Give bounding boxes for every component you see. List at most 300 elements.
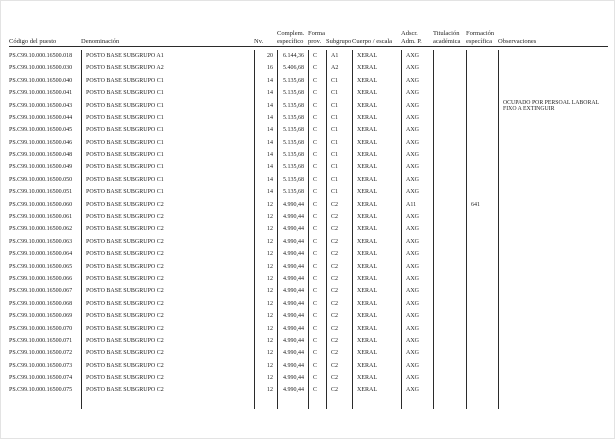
cell-adscr: AXG	[401, 323, 433, 335]
cell-nv	[254, 397, 277, 409]
cell-titulacion	[433, 397, 466, 409]
cell-denominacion: POSTO BASE SUBGRUPO C2	[81, 285, 254, 297]
cell-cuerpo: XERAL	[352, 100, 401, 112]
cell-subgrupo: C1	[326, 87, 352, 99]
cell-codigo: PS.C99.10.000.16500.043	[9, 102, 73, 109]
table-row	[9, 124, 608, 136]
cell-formacion	[466, 112, 498, 124]
table-row	[9, 62, 608, 74]
cell-codigo: PS.C99.10.000.16500.044	[9, 114, 73, 121]
table-row	[9, 186, 608, 198]
cell-subgrupo: C2	[326, 248, 352, 260]
cell-especifico: 5.135,68	[277, 75, 308, 87]
cell-titulacion	[433, 149, 466, 161]
cell-especifico: 4.990,44	[277, 347, 308, 359]
cell-titulacion	[433, 298, 466, 310]
cell-adscr: AXG	[401, 236, 433, 248]
column-header-prov-top: Forma	[308, 30, 325, 37]
cell-denominacion: POSTO BASE SUBGRUPO C2	[81, 261, 254, 273]
cell-observaciones	[498, 261, 608, 273]
column-header-cuerpo-bottom: Cuerpo / escala	[352, 37, 393, 45]
cell-denominacion: POSTO BASE SUBGRUPO C1	[81, 186, 254, 198]
cell-prov: C	[308, 149, 326, 161]
cell-adscr: AXG	[401, 273, 433, 285]
table-row	[9, 100, 608, 112]
column-header-nv	[254, 38, 277, 46]
cell-codigo: PS.C99.10.000.16500.063	[9, 238, 73, 245]
cell-denominacion: POSTO BASE SUBGRUPO C2	[81, 298, 254, 310]
column-header-adscr-bottom: Adm. P.	[401, 37, 422, 45]
cell-cuerpo: XERAL	[352, 162, 401, 174]
cell-denominacion: POSTO BASE SUBGRUPO A1	[81, 50, 254, 62]
cell-adscr: AXG	[401, 310, 433, 322]
column-header-titulacion-bottom: académica	[433, 37, 461, 45]
cell-nv: 12	[254, 199, 277, 211]
cell-observaciones	[498, 223, 608, 235]
cell-denominacion	[81, 397, 254, 409]
cell-especifico: 4.990,44	[277, 223, 308, 235]
cell-especifico: 4.990,44	[277, 385, 308, 397]
cell-nv: 14	[254, 174, 277, 186]
cell-especifico: 4.990,44	[277, 323, 308, 335]
cell-subgrupo: C1	[326, 186, 352, 198]
cell-observaciones	[498, 124, 608, 136]
cell-prov: C	[308, 174, 326, 186]
table-row	[9, 372, 608, 384]
cell-formacion	[466, 360, 498, 372]
cell-formacion	[466, 385, 498, 397]
cell-cuerpo: XERAL	[352, 137, 401, 149]
cell-cuerpo: XERAL	[352, 174, 401, 186]
cell-cuerpo: XERAL	[352, 75, 401, 87]
cell-codigo: PS.C99.10.000.16500.050	[9, 176, 73, 183]
cell-formacion	[466, 273, 498, 285]
cell-prov: C	[308, 273, 326, 285]
cell-titulacion	[433, 335, 466, 347]
cell-formacion	[466, 335, 498, 347]
cell-cuerpo: XERAL	[352, 186, 401, 198]
cell-especifico: 4.990,44	[277, 199, 308, 211]
cell-formacion	[466, 174, 498, 186]
cell-adscr	[401, 397, 433, 409]
cell-formacion	[466, 50, 498, 62]
cell-adscr: AXG	[401, 385, 433, 397]
column-header-denominacion-bottom: Denominación	[81, 37, 120, 45]
cell-nv: 12	[254, 211, 277, 223]
cell-observaciones	[498, 211, 608, 223]
cell-codigo: PS.C99.10.000.16500.061	[9, 214, 73, 221]
table-row	[9, 137, 608, 149]
cell-subgrupo: A1	[326, 50, 352, 62]
cell-formacion	[466, 347, 498, 359]
table-row	[9, 273, 608, 285]
cell-nv: 12	[254, 298, 277, 310]
cell-subgrupo: C2	[326, 335, 352, 347]
cell-codigo: PS.C99.10.000.16500.067	[9, 288, 73, 295]
cell-formacion: 641	[466, 199, 498, 211]
cell-observaciones	[498, 298, 608, 310]
table-row	[9, 75, 608, 87]
cell-especifico: 4.990,44	[277, 236, 308, 248]
cell-subgrupo: C2	[326, 298, 352, 310]
rpt-table	[9, 28, 608, 409]
cell-codigo: PS.C99.10.000.16500.040	[9, 77, 73, 84]
cell-codigo: PS.C99.10.000.16500.075	[9, 387, 73, 394]
cell-observaciones	[498, 323, 608, 335]
cell-observaciones	[498, 162, 608, 174]
table-row	[9, 310, 608, 322]
cell-nv: 12	[254, 372, 277, 384]
cell-subgrupo: C1	[326, 149, 352, 161]
cell-formacion	[466, 372, 498, 384]
cell-formacion	[466, 211, 498, 223]
cell-adscr: AXG	[401, 285, 433, 297]
column-header-especifico	[277, 30, 308, 45]
cell-formacion	[466, 285, 498, 297]
cell-cuerpo: XERAL	[352, 298, 401, 310]
cell-prov: C	[308, 385, 326, 397]
cell-observaciones	[498, 62, 608, 74]
cell-nv: 12	[254, 335, 277, 347]
cell-adscr: AXG	[401, 223, 433, 235]
cell-titulacion	[433, 273, 466, 285]
cell-titulacion	[433, 385, 466, 397]
table-row	[9, 385, 608, 397]
cell-formacion	[466, 162, 498, 174]
cell-cuerpo: XERAL	[352, 223, 401, 235]
cell-observaciones	[498, 174, 608, 186]
cell-codigo: PS.C99.10.000.16500.064	[9, 251, 73, 258]
cell-adscr: AXG	[401, 50, 433, 62]
cell-adscr: AXG	[401, 112, 433, 124]
cell-observaciones	[498, 360, 608, 372]
cell-prov: C	[308, 112, 326, 124]
cell-adscr: AXG	[401, 360, 433, 372]
cell-codigo: PS.C99.10.000.16500.041	[9, 90, 73, 97]
cell-especifico: 4.990,44	[277, 248, 308, 260]
cell-codigo: PS.C99.10.000.16500.046	[9, 139, 73, 146]
cell-prov: C	[308, 323, 326, 335]
table-row	[9, 298, 608, 310]
table-row	[9, 236, 608, 248]
cell-subgrupo: A2	[326, 62, 352, 74]
cell-cuerpo	[352, 397, 401, 409]
cell-nv: 12	[254, 310, 277, 322]
cell-nv: 12	[254, 273, 277, 285]
cell-denominacion: POSTO BASE SUBGRUPO C2	[81, 323, 254, 335]
table-row	[9, 112, 608, 124]
column-header-codigo-bottom: Código del puesto	[9, 37, 57, 45]
cell-subgrupo: C2	[326, 236, 352, 248]
cell-observaciones	[498, 186, 608, 198]
table-row	[9, 223, 608, 235]
cell-cuerpo: XERAL	[352, 62, 401, 74]
table-row	[9, 360, 608, 372]
cell-especifico: 5.135,68	[277, 162, 308, 174]
column-header-observaciones-bottom: Observaciones	[498, 37, 537, 45]
cell-adscr: AXG	[401, 87, 433, 99]
cell-especifico: 4.990,44	[277, 261, 308, 273]
cell-cuerpo: XERAL	[352, 211, 401, 223]
cell-formacion	[466, 186, 498, 198]
cell-observaciones	[498, 273, 608, 285]
cell-formacion	[466, 100, 498, 112]
column-header-titulacion-top: Titulación	[433, 30, 460, 37]
cell-adscr: AXG	[401, 137, 433, 149]
cell-formacion	[466, 62, 498, 74]
cell-cuerpo: XERAL	[352, 273, 401, 285]
cell-subgrupo: C1	[326, 112, 352, 124]
cell-titulacion	[433, 347, 466, 359]
cell-observaciones	[498, 149, 608, 161]
cell-codigo: PS.C99.10.000.16500.071	[9, 337, 73, 344]
cell-cuerpo: XERAL	[352, 261, 401, 273]
cell-prov: C	[308, 199, 326, 211]
cell-prov: C	[308, 372, 326, 384]
cell-subgrupo: C2	[326, 273, 352, 285]
cell-nv: 12	[254, 360, 277, 372]
cell-subgrupo: C2	[326, 323, 352, 335]
cell-codigo: PS.C99.10.000.16500.018	[9, 52, 73, 59]
column-header-prov	[308, 30, 326, 45]
column-header-adscr	[401, 30, 433, 45]
cell-adscr: AXG	[401, 335, 433, 347]
cell-prov: C	[308, 310, 326, 322]
cell-adscr: AXG	[401, 298, 433, 310]
cell-codigo: PS.C99.10.000.16500.045	[9, 127, 73, 134]
column-header-formacion-top: Formación	[466, 30, 495, 37]
column-header-especifico-top: Complem.	[277, 30, 305, 37]
cell-codigo	[9, 397, 81, 409]
cell-formacion	[466, 323, 498, 335]
cell-codigo: PS.C99.10.000.16500.065	[9, 263, 73, 270]
cell-titulacion	[433, 87, 466, 99]
cell-denominacion: POSTO BASE SUBGRUPO C2	[81, 248, 254, 260]
cell-titulacion	[433, 50, 466, 62]
cell-especifico: 5.135,68	[277, 100, 308, 112]
cell-codigo: PS.C99.10.000.16500.073	[9, 362, 73, 369]
cell-adscr: AXG	[401, 211, 433, 223]
cell-subgrupo: C2	[326, 372, 352, 384]
column-header-cuerpo	[352, 38, 401, 46]
table-row	[9, 149, 608, 161]
cell-subgrupo: C1	[326, 100, 352, 112]
cell-cuerpo: XERAL	[352, 112, 401, 124]
cell-titulacion	[433, 162, 466, 174]
cell-subgrupo: C2	[326, 211, 352, 223]
cell-observaciones	[498, 236, 608, 248]
cell-codigo: PS.C99.10.000.16500.060	[9, 201, 73, 208]
cell-prov: C	[308, 236, 326, 248]
cell-codigo: PS.C99.10.000.16500.069	[9, 313, 73, 320]
cell-formacion	[466, 261, 498, 273]
cell-prov: C	[308, 186, 326, 198]
cell-especifico: 4.990,44	[277, 310, 308, 322]
cell-titulacion	[433, 75, 466, 87]
cell-formacion	[466, 223, 498, 235]
cell-nv: 16	[254, 62, 277, 74]
cell-formacion	[466, 87, 498, 99]
cell-titulacion	[433, 285, 466, 297]
cell-formacion	[466, 75, 498, 87]
cell-subgrupo: C2	[326, 310, 352, 322]
table-header	[9, 28, 608, 47]
cell-prov: C	[308, 347, 326, 359]
cell-subgrupo: C1	[326, 162, 352, 174]
cell-cuerpo: XERAL	[352, 285, 401, 297]
cell-nv: 14	[254, 100, 277, 112]
cell-denominacion: POSTO BASE SUBGRUPO C2	[81, 360, 254, 372]
cell-codigo: PS.C99.10.000.16500.048	[9, 152, 73, 159]
cell-titulacion	[433, 62, 466, 74]
table-row	[9, 261, 608, 273]
cell-adscr: AXG	[401, 62, 433, 74]
cell-subgrupo: C2	[326, 285, 352, 297]
cell-codigo: PS.C99.10.000.16500.070	[9, 325, 73, 332]
cell-denominacion: POSTO BASE SUBGRUPO C2	[81, 310, 254, 322]
cell-nv: 12	[254, 223, 277, 235]
cell-adscr: AXG	[401, 186, 433, 198]
cell-subgrupo: C1	[326, 75, 352, 87]
table-body	[9, 47, 608, 409]
table-row	[9, 335, 608, 347]
cell-prov: C	[308, 360, 326, 372]
cell-prov: C	[308, 335, 326, 347]
table-row	[9, 211, 608, 223]
cell-titulacion	[433, 174, 466, 186]
column-header-prov-bottom: prov.	[308, 37, 322, 45]
column-header-subgrupo	[326, 38, 352, 46]
cell-prov: C	[308, 248, 326, 260]
cell-especifico: 5.135,68	[277, 149, 308, 161]
cell-formacion	[466, 124, 498, 136]
cell-denominacion: POSTO BASE SUBGRUPO C2	[81, 211, 254, 223]
cell-adscr: AXG	[401, 75, 433, 87]
cell-nv: 14	[254, 112, 277, 124]
cell-formacion	[466, 298, 498, 310]
cell-formacion	[466, 397, 498, 409]
table-row	[9, 323, 608, 335]
cell-cuerpo: XERAL	[352, 310, 401, 322]
cell-nv: 20	[254, 50, 277, 62]
cell-formacion	[466, 236, 498, 248]
cell-adscr: AXG	[401, 261, 433, 273]
cell-denominacion: POSTO BASE SUBGRUPO C1	[81, 75, 254, 87]
cell-denominacion: POSTO BASE SUBGRUPO C2	[81, 223, 254, 235]
column-header-subgrupo-bottom: Subgrupo	[326, 37, 352, 45]
cell-especifico: 5.135,68	[277, 124, 308, 136]
cell-subgrupo: C1	[326, 124, 352, 136]
table-row	[9, 347, 608, 359]
cell-especifico: 5.135,68	[277, 137, 308, 149]
cell-codigo: PS.C99.10.000.16500.030	[9, 65, 73, 72]
table-row	[9, 397, 608, 409]
cell-formacion	[466, 137, 498, 149]
column-header-nv-bottom: Nv.	[254, 37, 264, 45]
cell-prov: C	[308, 223, 326, 235]
cell-subgrupo: C1	[326, 174, 352, 186]
column-header-titulacion	[433, 30, 466, 45]
cell-adscr: AXG	[401, 162, 433, 174]
cell-nv: 12	[254, 323, 277, 335]
cell-especifico: 4.990,44	[277, 360, 308, 372]
cell-adscr: AXG	[401, 100, 433, 112]
cell-especifico: 4.990,44	[277, 211, 308, 223]
cell-subgrupo	[326, 397, 352, 409]
cell-cuerpo: XERAL	[352, 372, 401, 384]
cell-prov: C	[308, 87, 326, 99]
cell-denominacion: POSTO BASE SUBGRUPO C2	[81, 273, 254, 285]
column-header-formacion-bottom: específica	[466, 37, 492, 45]
cell-especifico: 5.135,68	[277, 112, 308, 124]
cell-denominacion: POSTO BASE SUBGRUPO C1	[81, 174, 254, 186]
column-header-adscr-top: Adscr.	[401, 30, 418, 37]
cell-formacion	[466, 310, 498, 322]
cell-denominacion: POSTO BASE SUBGRUPO C1	[81, 149, 254, 161]
cell-observaciones	[498, 75, 608, 87]
cell-subgrupo: C2	[326, 360, 352, 372]
cell-titulacion	[433, 211, 466, 223]
column-header-denominacion	[81, 38, 254, 46]
cell-adscr: AXG	[401, 347, 433, 359]
cell-prov: C	[308, 285, 326, 297]
cell-prov: C	[308, 211, 326, 223]
cell-cuerpo: XERAL	[352, 124, 401, 136]
table-row	[9, 199, 608, 211]
cell-especifico: 4.990,44	[277, 335, 308, 347]
cell-observaciones	[498, 385, 608, 397]
cell-nv: 12	[254, 248, 277, 260]
cell-observaciones	[498, 285, 608, 297]
cell-observaciones	[498, 335, 608, 347]
cell-cuerpo: XERAL	[352, 335, 401, 347]
cell-subgrupo: C1	[326, 137, 352, 149]
cell-observaciones: OCUPADO POR PERSOAL LABORAL FIXO A EXTINGUIR	[498, 100, 608, 112]
cell-cuerpo: XERAL	[352, 50, 401, 62]
cell-codigo: PS.C99.10.000.16500.072	[9, 350, 73, 357]
cell-cuerpo: XERAL	[352, 385, 401, 397]
column-header-especifico-bottom: específico	[277, 37, 304, 45]
cell-titulacion	[433, 310, 466, 322]
cell-nv: 14	[254, 137, 277, 149]
cell-especifico: 5.135,68	[277, 174, 308, 186]
table-row	[9, 87, 608, 99]
table-row	[9, 248, 608, 260]
cell-denominacion: POSTO BASE SUBGRUPO C2	[81, 385, 254, 397]
column-header-codigo	[9, 38, 81, 46]
cell-denominacion: POSTO BASE SUBGRUPO C2	[81, 372, 254, 384]
cell-prov: C	[308, 75, 326, 87]
cell-prov: C	[308, 124, 326, 136]
cell-observaciones	[498, 199, 608, 211]
cell-formacion	[466, 149, 498, 161]
cell-nv: 14	[254, 87, 277, 99]
cell-observaciones	[498, 87, 608, 99]
cell-prov: C	[308, 62, 326, 74]
cell-titulacion	[433, 223, 466, 235]
cell-cuerpo: XERAL	[352, 149, 401, 161]
cell-formacion	[466, 248, 498, 260]
cell-nv: 12	[254, 385, 277, 397]
cell-titulacion	[433, 186, 466, 198]
cell-subgrupo: C2	[326, 199, 352, 211]
cell-titulacion	[433, 100, 466, 112]
cell-denominacion: POSTO BASE SUBGRUPO C1	[81, 100, 254, 112]
cell-denominacion: POSTO BASE SUBGRUPO C2	[81, 347, 254, 359]
cell-adscr: AXG	[401, 174, 433, 186]
cell-observaciones	[498, 397, 608, 409]
cell-codigo: PS.C99.10.000.16500.068	[9, 300, 73, 307]
